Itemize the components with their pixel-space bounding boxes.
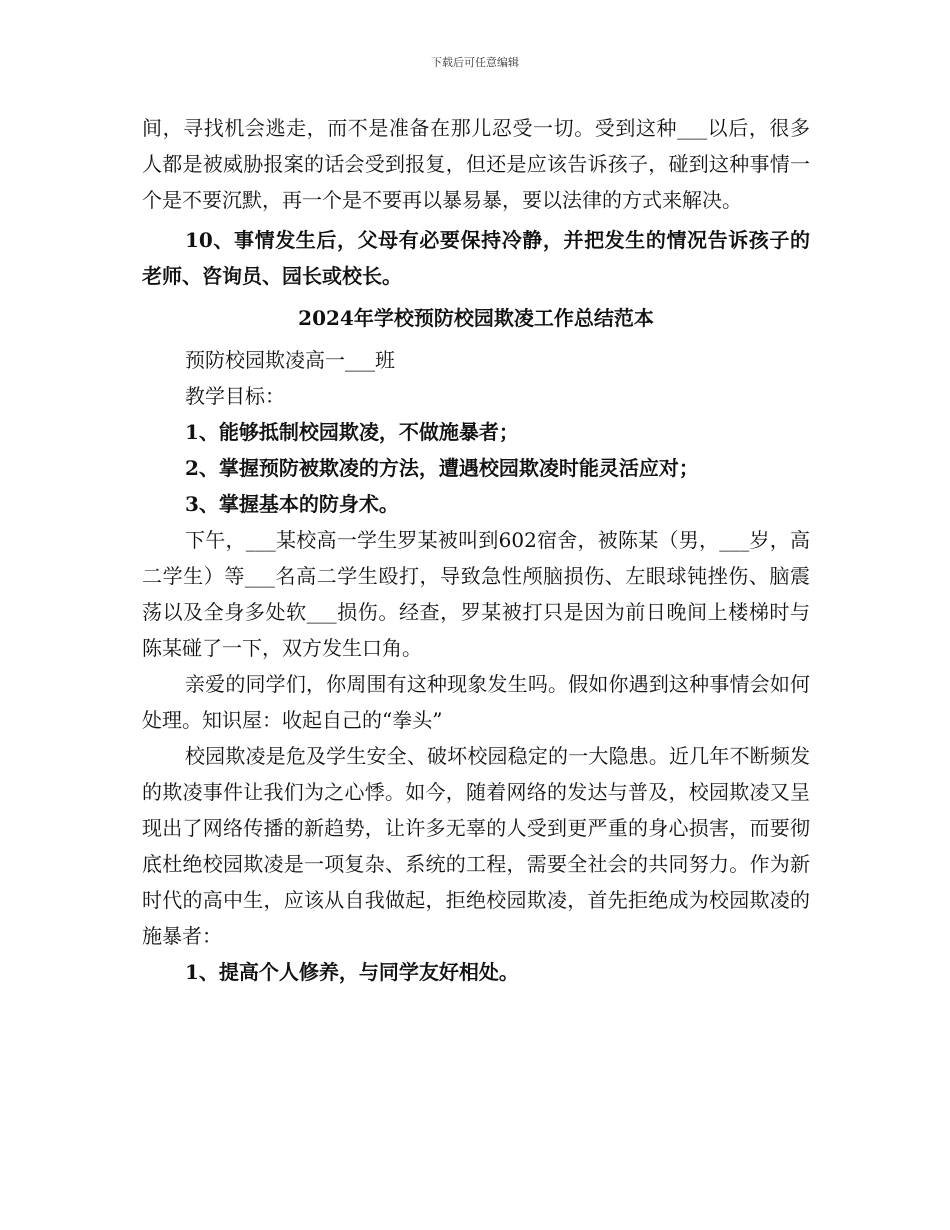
page-header: 下载后可任意编辑 <box>431 56 519 69</box>
document-body <box>142 110 810 990</box>
paragraph-point-10: 10、事情发生后，父母有必要保持冷静，并把发生的情况告诉孩子的老师、咨询员、园长或校长。 <box>142 228 810 288</box>
paragraph-case: 下午，___某校高一学生罗某被叫到602宿舍，被陈某（男，___岁，高二学生）等___名高二学生殴打，导致急性颅脑损伤、左眼球钝挫伤、脑震荡以及全身多处软___损伤。经查，罗某被打只是因为前日晚间上楼梯时与陈某碰了一下，双方发生口角。 <box>142 528 810 660</box>
paragraph-teaching-goals-heading: 教学目标： <box>185 384 285 408</box>
paragraph-intro: 校园欺凌是危及学生安全、破坏校园稳定的一大隐患。近几年不断频发的欺凌事件让我们为之心悸。如今，随着网络的发达与普及，校园欺凌又呈现出了网络传播的新趋势，让许多无辜的人受到更严重的身心损害，而要彻底杜绝校园欺凌是一项复杂、系统的工程，需要全社会的共同努力。作为新时代的高中生，应该从自我做起，拒绝校园欺凌，首先拒绝成为校园欺凌的施暴者： <box>142 744 810 948</box>
document-title: 2024年学校预防校园欺凌工作总结范本 <box>298 306 654 330</box>
goal-item-3: 3、掌握基本的防身术。 <box>185 492 399 516</box>
paragraph-question: 亲爱的同学们，你周围有这种现象发生吗。假如你遇到这种事情会如何处理。知识屋：收起自己的“拳头” <box>142 672 810 732</box>
point-item-1: 1、提高个人修养，与同学友好相处。 <box>185 960 519 984</box>
paragraph-continuation: 间，寻找机会逃走，而不是准备在那儿忍受一切。受到这种___以后，很多人都是被威胁报案的话会受到报复，但还是应该告诉孩子，碰到这种事情一个是不要沉默，再一个是不要再以暴易暴，要以法律的方式来解决。 <box>142 116 810 212</box>
goal-item-2: 2、掌握预防被欺凌的方法，遭遇校园欺凌时能灵活应对； <box>185 456 699 480</box>
paragraph-class-name: 预防校园欺凌高一___班 <box>185 348 395 372</box>
goal-item-1: 1、能够抵制校园欺凌，不做施暴者； <box>185 420 519 444</box>
